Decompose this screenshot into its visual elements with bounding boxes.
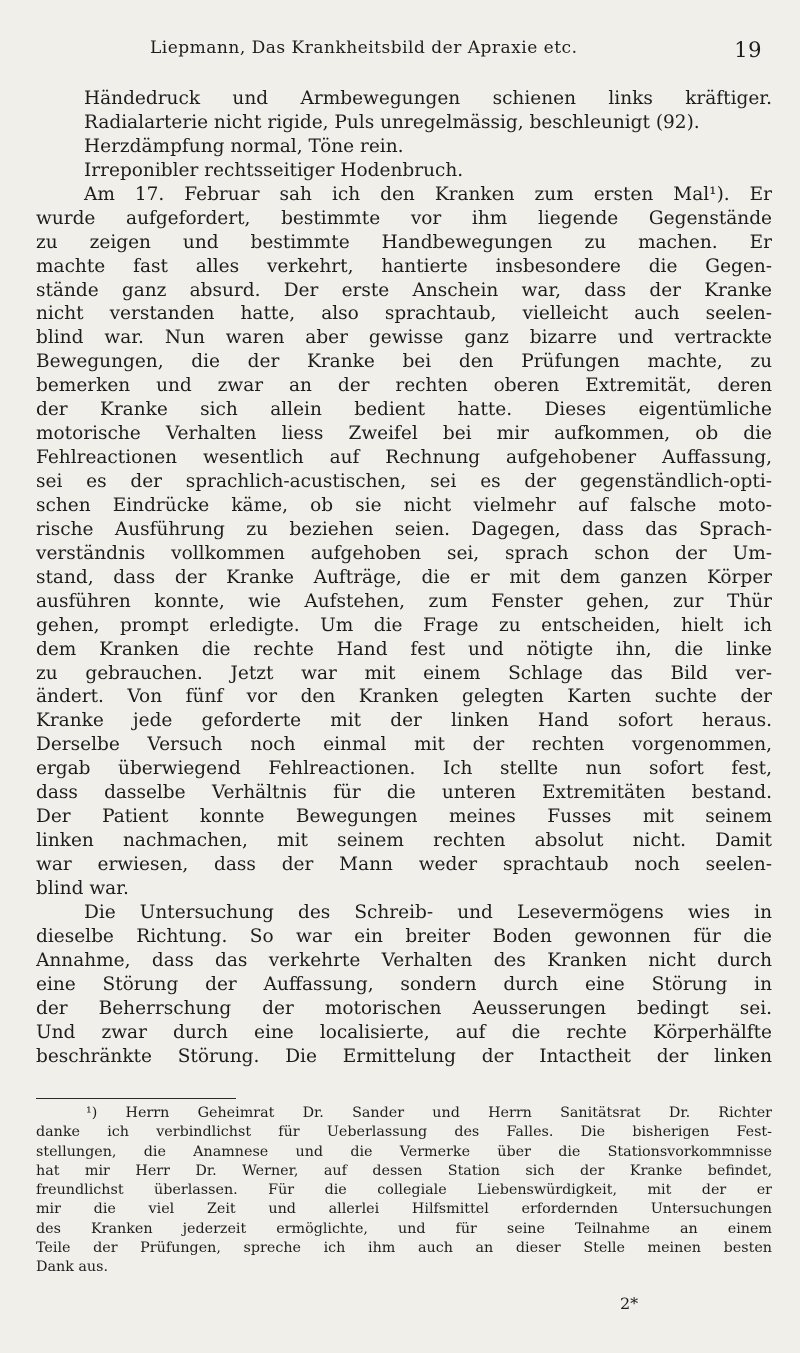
- body-line: dass dasselbe Verhältnis für die unteren Extremitäten bestand.: [36, 782, 772, 804]
- body-line: gehen, prompt erledigte. Um die Frage zu entscheiden, hielt ich: [36, 614, 772, 636]
- body-line: stand, dass der Kranke Aufträge, die er mit dem ganzen Körper: [36, 566, 772, 588]
- body-line: schen Eindrücke käme, ob sie nicht vielmehr auf falsche moto-: [36, 494, 772, 516]
- body-line: Derselbe Versuch noch einmal mit der rechten vorgenommen,: [36, 734, 772, 756]
- footnote-rule: [36, 1098, 236, 1099]
- footnote-line: des Kranken jederzeit ermöglichte, und für seine Teilnahme an einem: [36, 1220, 772, 1237]
- body-line: rische Ausführung zu beziehen seien. Dagegen, dass das Sprach-: [36, 518, 772, 540]
- body-line: zu zeigen und bestimmte Handbewegungen zu machen. Er: [36, 231, 772, 253]
- body-line: Händedruck und Armbewegungen schienen links kräftiger.: [84, 88, 772, 109]
- body-line: Radialarterie nicht rigide, Puls unregelmässig, beschleunigt (92).: [84, 111, 700, 133]
- body-line: stände ganz absurd. Der erste Anschein war, dass der Kranke: [36, 279, 772, 301]
- body-line: Die Untersuchung des Schreib- und Lesevermögens wies in: [84, 901, 772, 923]
- running-header: [150, 38, 762, 66]
- body-line: Der Patient konnte Bewegungen meines Fusses mit seinem: [36, 806, 772, 828]
- body-line: wurde aufgefordert, bestimmte vor ihm liegende Gegenstände: [36, 207, 772, 229]
- body-line: blind war. Nun waren aber gewisse ganz bizarre und vertrackte: [36, 327, 772, 349]
- footnote: [36, 1104, 772, 1278]
- body-line: motorische Verhalten liess Zweifel bei mir aufkommen, ob die: [36, 423, 772, 445]
- body-line: ändert. Von fünf vor den Kranken gelegten Karten suchte der: [36, 686, 772, 708]
- body-line: war erwiesen, dass der Mann weder sprachtaub noch seelen-: [36, 854, 772, 875]
- body-line: Und zwar durch eine localisierte, auf die rechte Körperhälfte: [36, 1021, 772, 1043]
- body-line: eine Störung der Auffassung, sondern durch eine Störung in: [36, 973, 772, 995]
- body-line: machte fast alles verkehrt, hantierte insbesondere die Gegen-: [36, 255, 772, 277]
- body-line: Kranke jede geforderte mit der linken Hand sofort heraus.: [36, 710, 772, 732]
- body-line: linken nachmachen, mit seinem rechten absolut nicht. Damit: [36, 830, 772, 852]
- running-title: Liepmann, Das Krankheitsbild der Apraxie etc.: [150, 38, 578, 58]
- body-line: Fehlreactionen wesentlich auf Rechnung aufgehobener Auffassung,: [36, 447, 772, 469]
- footnote-line: Dank aus.: [36, 1259, 109, 1276]
- footnote-line: ¹) Herrn Geheimrat Dr. Sander und Herrn Sanitätsrat Dr. Richter: [86, 1105, 772, 1121]
- footnote-line: stellungen, die Anamnese und die Vermerke über die Stationsvorkommnisse: [36, 1143, 772, 1160]
- body-line: Bewegungen, die der Kranke bei den Prüfungen machte, zu: [36, 351, 772, 373]
- signature-mark: 2*: [620, 1294, 639, 1313]
- body-line: ausführen konnte, wie Aufstehen, zum Fenster gehen, zur Thür: [36, 590, 772, 612]
- body-line: ergab überwiegend Fehlreactionen. Ich stellte nun sofort fest,: [36, 758, 772, 780]
- body-line: Herzdämpfung normal, Töne rein.: [84, 135, 404, 157]
- body-line: sei es der sprachlich-acustischen, sei es der gegenständlich-opti-: [36, 471, 772, 492]
- body-line: nicht verstanden hatte, also sprachtaub, vielleicht auch seelen-: [36, 303, 772, 325]
- footnote-line: freundlichst überlassen. Für die collegiale Liebenswürdigkeit, mit der er: [36, 1182, 772, 1199]
- body-line: beschränkte Störung. Die Ermittelung der Intactheit der linken: [36, 1045, 772, 1067]
- body-line: zu gebrauchen. Jetzt war mit einem Schlage das Bild ver-: [36, 662, 772, 684]
- footnote-line: hat mir Herr Dr. Werner, auf dessen Station sich der Kranke befindet,: [36, 1162, 772, 1179]
- footnote-line: mir die viel Zeit und allerlei Hilfsmittel erfordernden Untersuchungen: [36, 1201, 772, 1218]
- body-line: der Kranke sich allein bedient hatte. Dieses eigentümliche: [36, 399, 772, 421]
- body-line: Annahme, dass das verkehrte Verhalten des Kranken nicht durch: [36, 949, 772, 971]
- body-line: Irreponibler rechtsseitiger Hodenbruch.: [84, 159, 464, 181]
- body-line: bemerken und zwar an der rechten oberen Extremität, deren: [36, 375, 772, 397]
- body-line: verständnis vollkommen aufgehoben sei, sprach schon der Um-: [36, 542, 772, 564]
- footnote-line: danke ich verbindlichst für Ueberlassung des Falles. Die bisherigen Fest-: [36, 1124, 772, 1141]
- body-text: [36, 87, 772, 1068]
- footnote-line: Teile der Prüfungen, spreche ich ihm auch an dieser Stelle meinen besten: [36, 1240, 772, 1257]
- body-line: der Beherrschung der motorischen Aeusserungen bedingt sei.: [36, 997, 772, 1019]
- body-line: blind war.: [36, 877, 129, 899]
- body-line: dem Kranken die rechte Hand fest und nötigte ihn, die linke: [36, 638, 772, 660]
- body-line: dieselbe Richtung. So war ein breiter Boden gewonnen für die: [36, 925, 772, 947]
- page-number: 19: [734, 38, 762, 62]
- body-line: Am 17. Februar sah ich den Kranken zum ersten Mal¹). Er: [84, 183, 772, 205]
